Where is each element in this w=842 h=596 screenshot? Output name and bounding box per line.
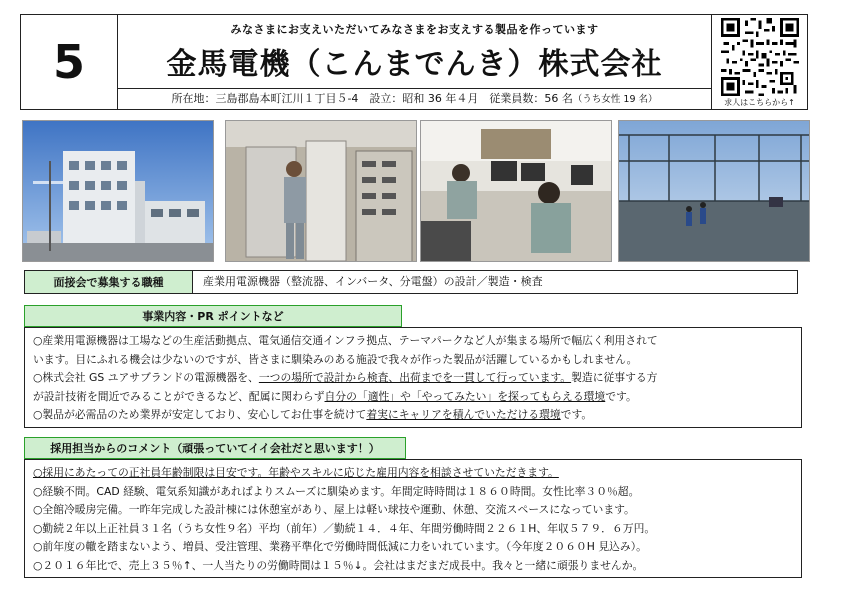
comment-line-text: ○勤続２年以上正社員３１名（うち女性９名）平均（前年）／勤続１４．４年、年間労働時間２２６１H、年収５７９．６万円。 xyxy=(33,521,656,535)
company-info-main: 所在地：三島郡島本町江川１丁目５-4 設立：昭和 36 年４月 従業員数：56 名 xyxy=(171,92,573,105)
title-box xyxy=(118,14,712,110)
business-line-text: 一つの場所で設計から検査、出荷までを一貫して行っています。 xyxy=(258,371,572,384)
company-info xyxy=(118,88,711,109)
comment-line xyxy=(33,520,793,539)
business-text xyxy=(25,328,801,425)
comment-line-text: ○前年度の轍を踏まないよう、増員、受注管理、業務平準化で労働時間低減に力をいれています。（今年度２０６０H 見込み）。 xyxy=(33,540,647,553)
qr-caption: 求人はこちらから↑ xyxy=(724,98,795,107)
business-line-text: 着実にキャリアを積んでいただける環境 xyxy=(366,408,561,421)
business-line xyxy=(33,369,793,388)
factory-worker-photo xyxy=(225,120,417,262)
business-line xyxy=(33,406,793,425)
recruit-value: 産業用電源機器（整流器、インバータ、分電盤）の設計／製造・検査 xyxy=(203,275,543,288)
business-line xyxy=(33,351,793,370)
qr-code-icon[interactable] xyxy=(721,18,799,96)
business-label: 事業内容・PR ポイントなど xyxy=(24,305,402,327)
business-line-text: です。 xyxy=(605,389,637,403)
comment-line-text: ○２０１６年比で、売上３５％↑、一人当たりの労働時間は１５％↓。会社はまだまだ成長中。我々と一緒に頑張りませんか。 xyxy=(33,558,644,572)
rooftop-court-photo xyxy=(618,120,810,262)
comment-content xyxy=(24,459,802,578)
company-name: 金馬電機（こんまでんき）株式会社 xyxy=(166,47,663,82)
business-line-text: います。目にふれる機会は少ないのですが、皆さまに馴染みのある施設で我々が作った製品が活躍しているかもしれません。 xyxy=(33,352,638,366)
comment-line xyxy=(33,501,793,520)
office-workers-photo xyxy=(420,120,612,262)
business-line xyxy=(33,332,793,351)
comment-line xyxy=(33,538,793,557)
business-line-text: ○産業用電源機器は工場などの生産活動拠点、電気通信交通インフラ拠点、テーマパークなど人が集まる場所で幅広く利用されて xyxy=(33,334,658,347)
business-line-text: 自分の「適性」や「やってみたい」を探ってもらえる環境 xyxy=(324,389,606,403)
business-content xyxy=(24,327,802,428)
qr-box[interactable] xyxy=(712,14,808,110)
comment-line-text: ○全館冷暖房完備。一昨年完成した設計棟には休憩室があり、屋上は軽い球技や運動、休憩、交流スペースになっています。 xyxy=(33,503,635,516)
building-photo xyxy=(22,120,214,262)
recruit-row xyxy=(24,270,798,294)
comment-line xyxy=(33,483,793,502)
comment-text xyxy=(25,460,801,575)
tagline: みなさまにお支えいただいてみなさまをお支えする製品を作っています xyxy=(230,23,599,36)
recruit-label: 面接会で募集する職種 xyxy=(25,271,193,293)
business-line-text: 製造に従事する方 xyxy=(571,371,658,384)
business-line-text: です。 xyxy=(560,408,593,421)
comment-line-text: ○採用にあたっての正社員年齢制限は目安です。年齢やスキルに応じた雇用内容を相談させていただきます。 xyxy=(33,466,559,479)
comment-line-text: ○経験不問。CAD 経験、電気系知識があればよりスムーズに馴染めます。年間定時時間は１８６０時間。女性比率３０％超。 xyxy=(33,484,640,498)
business-line xyxy=(33,388,793,407)
comment-line xyxy=(33,464,793,483)
company-info-small: （うち女性 19 名） xyxy=(572,94,658,105)
header xyxy=(20,14,808,112)
comment-label: 採用担当からのコメント（頑張っていてイイ会社だと思います！） xyxy=(24,437,406,459)
business-line-text: が設計技術を間近でみることができるなど、配属に関わらず xyxy=(33,389,325,403)
company-number: 5 xyxy=(20,14,118,110)
business-line-text: ○製品が必需品のため業界が安定しており、安心してお仕事を続けて xyxy=(33,408,367,421)
comment-line xyxy=(33,557,793,576)
business-line-text: ○株式会社 GS ユアサブランドの電源機器を、 xyxy=(33,371,259,384)
